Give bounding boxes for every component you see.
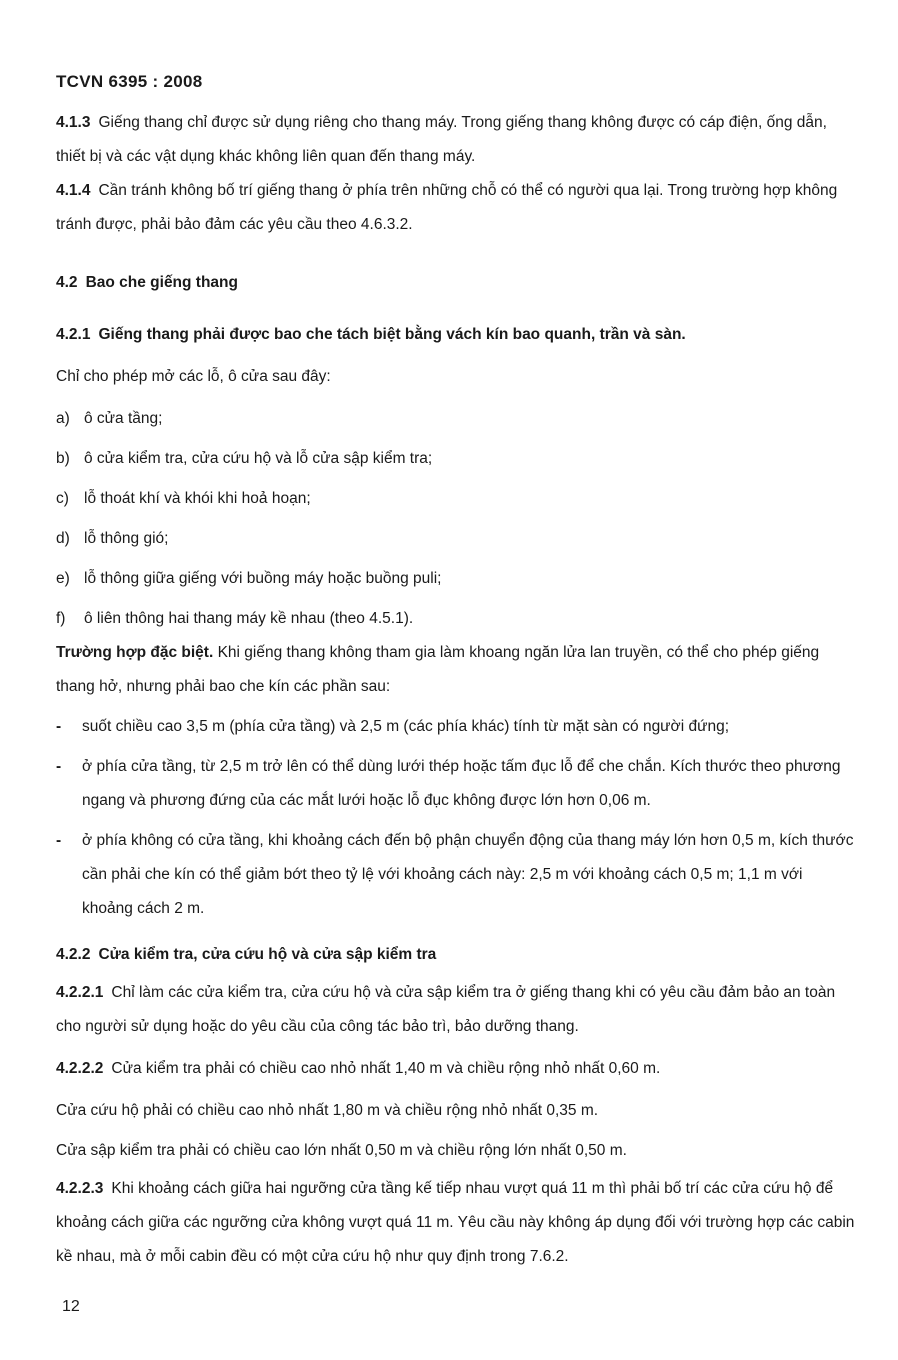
clause-number: 4.1.4 (56, 182, 91, 199)
clause-text: Giếng thang chỉ được sử dụng riêng cho thang máy. Trong giếng thang không được có cáp điện, ống dẫn, thiết bị và các vật dụng khác không liên quan đến thang máy. (56, 114, 827, 165)
list-item: b) ô cửa kiểm tra, cửa cứu hộ và lỗ cửa sập kiểm tra; (56, 450, 433, 467)
special-case-paragraph (56, 636, 856, 704)
page-number: 12 (62, 1298, 80, 1315)
list-item: a) ô cửa tầng; (56, 410, 163, 427)
clause-4-2-2-heading (56, 938, 856, 972)
clause-text: Chỉ làm các cửa kiểm tra, cửa cứu hộ và cửa sập kiểm tra ở giếng thang khi có yêu cầu đảm bảo an toàn cho người sử dụng hoặc do yêu cầu của công tác bảo trì, bảo dưỡng thang. (56, 984, 836, 1035)
clause-number: 4.2.2 (56, 946, 91, 963)
section-title: Bao che giếng thang (85, 274, 238, 291)
clause-4-1-4 (56, 174, 856, 242)
openings-list (56, 399, 856, 639)
list-item: f) ô liên thông hai thang máy kề nhau (theo 4.5.1). (56, 610, 414, 627)
clause-number: 4.1.3 (56, 114, 91, 131)
clause-4-2-2-2 (56, 1052, 856, 1086)
list-item: - ở phía không có cửa tầng, khi khoảng cách đến bộ phận chuyển động của thang máy lớn hơn 0,5 m, kích thước cần phải che kín có thể giảm bớt theo tỷ lệ với khoảng cách này: 2,5 m với khoảng cách 0,5 m; 1,1 m với khoảng cách 2 m. (56, 824, 856, 926)
clause-4-2-2-3 (56, 1172, 856, 1274)
clause-4-2-1-heading (56, 318, 856, 352)
clause-title: Giếng thang phải được bao che tách biệt bằng vách kín bao quanh, trần và sàn. (98, 326, 686, 343)
clause-text: Khi khoảng cách giữa hai ngưỡng cửa tầng kế tiếp nhau vượt quá 11 m thì phải bố trí các cửa cứu hộ để khoảng cách giữa các ngưỡng cửa không vượt quá 11 m. Yêu cầu này không áp dụng đối với trường hợp các cabin kề nhau, mà ở mỗi cabin đều có một cửa cứu hộ như quy định trong 7.6.2. (56, 1180, 855, 1265)
section-4-2-heading (56, 266, 856, 300)
special-case-lead: Trường hợp đặc biệt. (56, 644, 214, 661)
list-item: c) lỗ thoát khí và khói khi hoả hoạn; (56, 490, 311, 507)
list-item: - suốt chiều cao 3,5 m (phía cửa tầng) và 2,5 m (các phía khác) tính từ mặt sàn có người đứng; (56, 710, 856, 744)
rescue-door-text: Cửa cứu hộ phải có chiều cao nhỏ nhất 1,80 m và chiều rộng nhỏ nhất 0,35 m. (56, 1102, 599, 1119)
clause-number: 4.2.2.2 (56, 1060, 104, 1077)
clause-number: 4.2.2.1 (56, 984, 104, 1001)
openings-intro: Chỉ cho phép mở các lỗ, ô cửa sau đây: (56, 368, 331, 385)
clause-4-2-2-1 (56, 976, 856, 1044)
special-case-list (56, 710, 856, 932)
trapdoor-text: Cửa sập kiểm tra phải có chiều cao lớn nhất 0,50 m và chiều rộng lớn nhất 0,50 m. (56, 1142, 627, 1159)
standard-header: TCVN 6395 : 2008 (56, 72, 203, 91)
clause-title: Cửa kiểm tra, cửa cứu hộ và cửa sập kiểm tra (98, 946, 437, 963)
clause-number: 4.2.2.3 (56, 1180, 104, 1197)
clause-number: 4.2.1 (56, 326, 91, 343)
list-item: d) lỗ thông gió; (56, 530, 169, 547)
list-item: e) lỗ thông giữa giếng với buồng máy hoặc buồng puli; (56, 570, 442, 587)
list-item: - ở phía cửa tầng, từ 2,5 m trở lên có thể dùng lưới thép hoặc tấm đục lỗ để che chắn. Kích thước theo phương ngang và phương đứng của các mắt lưới hoặc lỗ đục không được lớn hơn 0,06 m. (56, 750, 856, 818)
clause-4-1-3 (56, 106, 856, 174)
section-number: 4.2 (56, 274, 78, 291)
clause-text: Cần tránh không bố trí giếng thang ở phía trên những chỗ có thể có người qua lại. Trong trường hợp không tránh được, phải bảo đảm các yêu cầu theo 4.6.3.2. (56, 182, 838, 233)
special-case-text: Khi giếng thang không tham gia làm khoang ngăn lửa lan truyền, có thể cho phép giếng thang hở, nhưng phải bao che kín các phần sau: (56, 644, 820, 695)
clause-text: Cửa kiểm tra phải có chiều cao nhỏ nhất 1,40 m và chiều rộng nhỏ nhất 0,60 m. (111, 1060, 661, 1077)
